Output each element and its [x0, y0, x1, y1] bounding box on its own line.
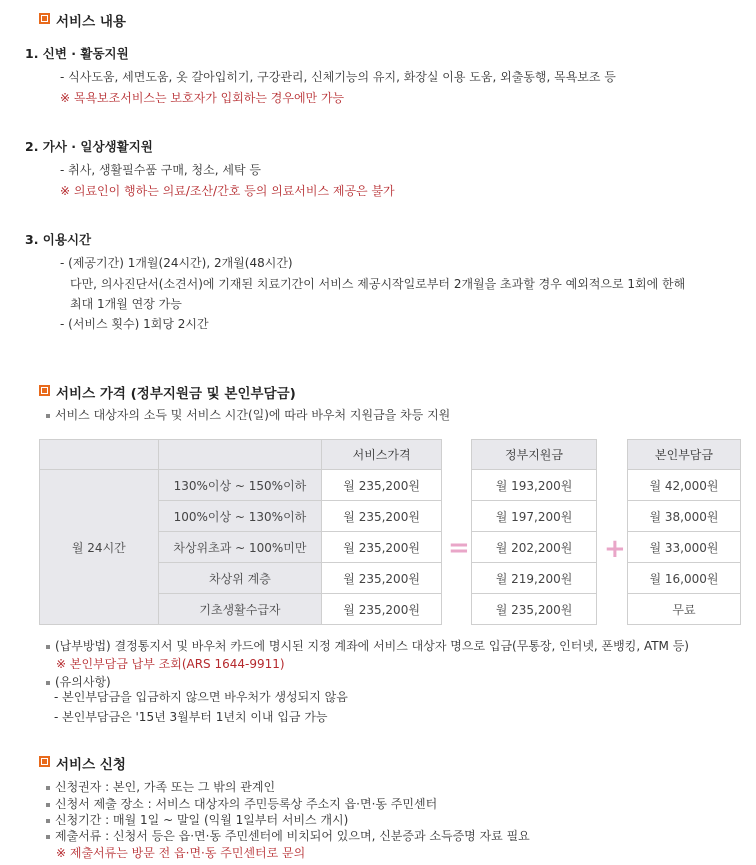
gov-subsidy-cell: 월 193,200원	[472, 470, 597, 501]
bullet-icon	[46, 835, 50, 839]
service-price-cell: 월 235,200원	[322, 594, 442, 625]
self-payment-cell: 월 42,000원	[628, 470, 741, 501]
item-note: ※ 목욕보조서비스는 보호자가 입회하는 경우에만 가능	[60, 91, 345, 105]
apply-line	[46, 811, 348, 828]
service-price-cell: 월 235,200원	[322, 532, 442, 563]
apply-line-text: 제출서류 : 신청서 등은 읍·면·동 주민센터에 비치되어 있으며, 신분증과 소득증명 자료 필요	[55, 829, 530, 843]
header-self-payment: 본인부담금	[628, 440, 741, 470]
item-line: - (제공기간) 1개월(24시간), 2개월(48시간)	[60, 256, 293, 270]
bullet-icon	[46, 681, 50, 685]
price-intro	[46, 406, 450, 423]
item-line: 다만, 의사진단서(소견서)에 기재된 치료기간이 서비스 제공시작일로부터 2개월을 초과할 경우 예외적으로 1회에 한해	[70, 277, 686, 291]
service-price-cell: 월 235,200원	[322, 501, 442, 532]
section-title-content: 서비스 내용	[56, 14, 126, 30]
apply-line-text: 신청서 제출 장소 : 서비스 대상자의 주민등록상 주소지 읍·면·동 주민센터	[55, 797, 438, 811]
item-title-1: 1. 신변 · 활동지원	[25, 46, 129, 61]
self-payment-cell: 월 33,000원	[628, 532, 741, 563]
equals-sign: =	[448, 533, 470, 563]
plus-sign: +	[604, 534, 626, 564]
tier-label: 100%이상 ~ 130%이하	[158, 501, 322, 532]
header-blank	[40, 440, 159, 470]
tier-label: 차상위초과 ~ 100%미만	[158, 532, 322, 563]
self-payment-cell: 월 38,000원	[628, 501, 741, 532]
bullet-icon	[46, 786, 50, 790]
gov-subsidy-cell: 월 219,200원	[472, 563, 597, 594]
section-bullet-icon	[39, 13, 50, 24]
bullet-icon	[46, 819, 50, 823]
item-line: 최대 1개월 연장 가능	[70, 297, 182, 311]
header-blank	[158, 440, 322, 470]
bullet-icon	[46, 414, 50, 418]
section-bullet-icon	[39, 756, 50, 767]
gov-subsidy-cell: 월 202,200원	[472, 532, 597, 563]
gov-subsidy-cell: 월 197,200원	[472, 501, 597, 532]
apply-line	[46, 778, 275, 795]
row-group-label: 월 24시간	[40, 470, 159, 625]
price-table	[39, 439, 442, 625]
self-payment-table	[627, 439, 741, 625]
tier-label: 차상위 계층	[158, 563, 322, 594]
price-intro-text: 서비스 대상자의 소득 및 서비스 시간(일)에 따라 바우처 지원금을 차등 지원	[55, 408, 451, 422]
item-line: - (서비스 횟수) 1회당 2시간	[60, 317, 209, 331]
header-service-price: 서비스가격	[322, 440, 442, 470]
self-payment-cell: 월 16,000원	[628, 563, 741, 594]
payment-note: ※ 본인부담금 납부 조회(ARS 1644-9911)	[56, 657, 285, 671]
apply-line	[46, 795, 437, 812]
section-bullet-icon	[39, 385, 50, 396]
header-gov-subsidy: 정부지원금	[472, 440, 597, 470]
service-price-cell: 월 235,200원	[322, 470, 442, 501]
payment-method-text: (납부방법) 결정통지서 및 바우처 카드에 명시된 지정 계좌에 서비스 대상자 명으로 입금(무통장, 인터넷, 폰뱅킹, ATM 등)	[55, 639, 689, 653]
section-title-price: 서비스 가격 (정부지원금 및 본인부담금)	[56, 386, 296, 402]
apply-line-text: 신청권자 : 본인, 가족 또는 그 밖의 관계인	[55, 780, 276, 794]
item-line: - 취사, 생활필수품 구매, 청소, 세탁 등	[60, 163, 261, 177]
section-title-apply: 서비스 신청	[56, 757, 126, 773]
caution-title-text: (유의사항)	[55, 675, 111, 689]
tier-label: 기초생활수급자	[158, 594, 322, 625]
item-title-3: 3. 이용시간	[25, 232, 92, 247]
gov-subsidy-table	[471, 439, 597, 625]
bullet-icon	[46, 645, 50, 649]
caution-line: - 본인부담금은 '15년 3월부터 1년치 이내 입금 가능	[54, 710, 328, 724]
item-note: ※ 의료인이 행하는 의료/조산/간호 등의 의료서비스 제공은 불가	[60, 184, 395, 198]
item-title-2: 2. 가사 · 일상생활지원	[25, 139, 153, 154]
bullet-icon	[46, 803, 50, 807]
gov-subsidy-cell: 월 235,200원	[472, 594, 597, 625]
item-line: - 식사도움, 세면도움, 옷 갈아입히기, 구강관리, 신체기능의 유지, 화장실 이용 도움, 외출동행, 목욕보조 등	[60, 70, 616, 84]
service-price-cell: 월 235,200원	[322, 563, 442, 594]
tier-label: 130%이상 ~ 150%이하	[158, 470, 322, 501]
self-payment-cell: 무료	[628, 594, 741, 625]
apply-line	[46, 827, 530, 844]
caution-line: - 본인부담금을 입금하지 않으면 바우처가 생성되지 않음	[54, 690, 348, 704]
payment-method	[46, 637, 689, 654]
apply-line-text: 신청기간 : 매월 1일 ~ 말일 (익월 1일부터 서비스 개시)	[55, 813, 349, 827]
apply-note: ※ 제출서류는 방문 전 읍·면·동 주민센터로 문의	[56, 846, 306, 860]
